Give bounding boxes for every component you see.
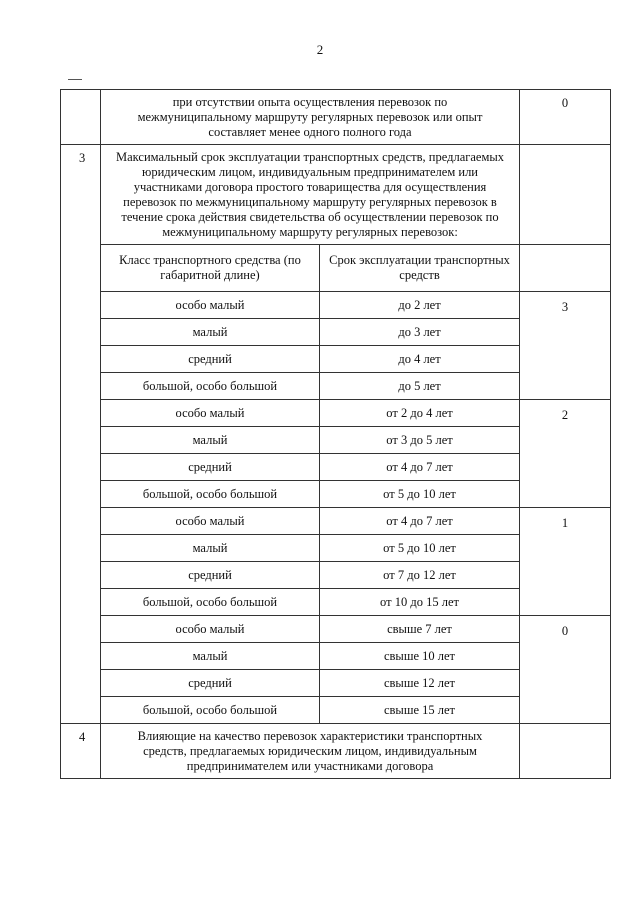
class-header: Класс транспортного средства (по габаритной длине) (101, 245, 320, 292)
criterion-text: при отсутствии опыта осуществления перевозок по межмуниципальному маршруту регулярных перевозок или опыт составляет менее одного полного года (101, 90, 520, 145)
score-cell: 0 (520, 616, 611, 724)
table-row (61, 90, 611, 145)
class-cell: особо малый (101, 400, 320, 427)
score-cell (520, 724, 611, 779)
term-cell: от 5 до 10 лет (320, 535, 520, 562)
class-cell: большой, особо большой (101, 697, 320, 724)
term-cell: свыше 15 лет (320, 697, 520, 724)
term-cell: свыше 10 лет (320, 643, 520, 670)
criterion-text: Максимальный срок эксплуатации транспортных средств, предлагаемых юридическим лицом, индивидуальным предпринимателем или участниками договора простого товарищества для осуществления перевозок по межмуниципальному маршруту регулярных перевозок в течение срока действия свидетельства об осуществлении перевозок по межмуниципальному маршруту регулярных перевозок: (101, 145, 520, 245)
term-cell: от 4 до 7 лет (320, 454, 520, 481)
table-row (61, 292, 611, 319)
term-header: Срок эксплуатации транспортных средств (320, 245, 520, 292)
term-cell: от 2 до 4 лет (320, 400, 520, 427)
table-row (61, 400, 611, 427)
table-row (61, 145, 611, 245)
term-cell: до 5 лет (320, 373, 520, 400)
class-cell: особо малый (101, 292, 320, 319)
row-number: 3 (61, 145, 101, 724)
term-cell: от 5 до 10 лет (320, 481, 520, 508)
class-cell: средний (101, 562, 320, 589)
class-cell: большой, особо большой (101, 481, 320, 508)
term-cell: от 7 до 12 лет (320, 562, 520, 589)
class-cell: средний (101, 670, 320, 697)
class-cell: малый (101, 427, 320, 454)
term-cell: от 10 до 15 лет (320, 589, 520, 616)
table-row (61, 508, 611, 535)
term-cell: от 4 до 7 лет (320, 508, 520, 535)
term-cell: от 3 до 5 лет (320, 427, 520, 454)
margin-rule (68, 79, 82, 80)
row-number: 4 (61, 724, 101, 779)
term-cell: до 4 лет (320, 346, 520, 373)
criteria-table (60, 89, 611, 779)
score-cell (520, 145, 611, 245)
term-cell: до 3 лет (320, 319, 520, 346)
score-cell: 2 (520, 400, 611, 508)
score-cell (520, 245, 611, 292)
term-cell: до 2 лет (320, 292, 520, 319)
row-number (61, 90, 101, 145)
score-cell: 3 (520, 292, 611, 400)
score-cell: 0 (520, 90, 611, 145)
class-cell: средний (101, 454, 320, 481)
class-cell: большой, особо большой (101, 589, 320, 616)
page-number: 2 (316, 42, 324, 57)
class-cell: средний (101, 346, 320, 373)
table-row (61, 616, 611, 643)
class-cell: особо малый (101, 508, 320, 535)
table-row (61, 724, 611, 779)
class-cell: малый (101, 535, 320, 562)
class-cell: особо малый (101, 616, 320, 643)
score-cell: 1 (520, 508, 611, 616)
class-cell: малый (101, 643, 320, 670)
class-cell: малый (101, 319, 320, 346)
term-cell: свыше 7 лет (320, 616, 520, 643)
class-cell: большой, особо большой (101, 373, 320, 400)
subtable-header-row (61, 245, 611, 292)
criterion-text: Влияющие на качество перевозок характеристики транспортных средств, предлагаемых юридическим лицом, индивидуальным предпринимателем или участниками договора (101, 724, 520, 779)
term-cell: свыше 12 лет (320, 670, 520, 697)
